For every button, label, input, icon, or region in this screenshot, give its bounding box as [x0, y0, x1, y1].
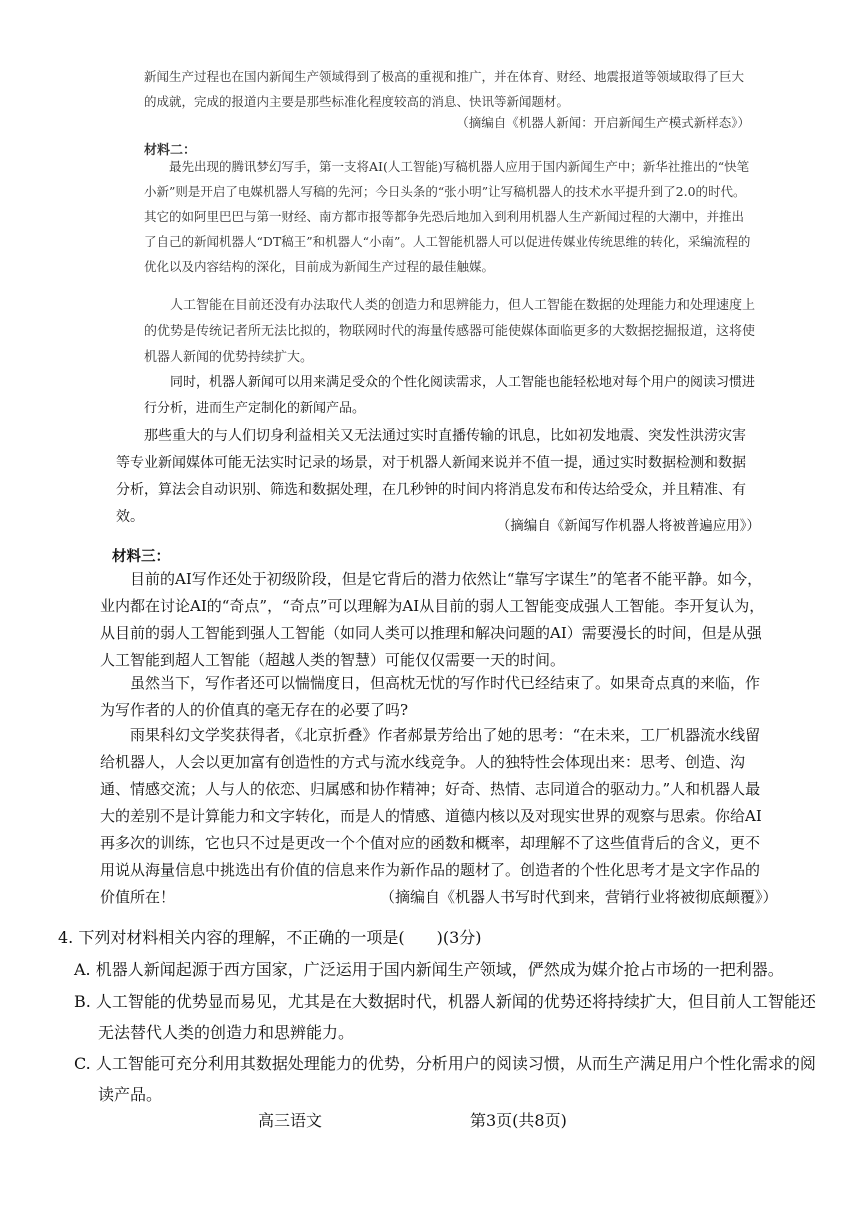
- footer-page-number: 第3页(共8页): [470, 1111, 567, 1130]
- material1-source: （摘编自《机器人新闻：开启新闻生产模式新样态》）: [456, 115, 750, 130]
- question-4-option-a: A. 机器人新闻起源于西方国家，广泛运用于国内新闻生产领域，俨然成为媒介抢占市场的一把利器。: [74, 960, 784, 979]
- material3-paragraph-2: 虽然当下，写作者还可以惴惴度日，但高枕无忧的写作时代已经结束了。如果奇点真的来临，作为写作者的人的价值真的毫无存在的必要了吗?: [100, 674, 761, 719]
- question-4-option-c: C. 人工智能可充分利用其数据处理能力的优势，分析用户的阅读习惯，从而生产满足用户个性化需求的阅读产品。: [74, 1054, 816, 1104]
- material3-title: 材料三：: [112, 548, 170, 565]
- material3-source: （摘编自《机器人书写时代到来，营销行业将被彻底颠覆》）: [380, 888, 778, 906]
- material2-paragraph-4: 那些重大的与人们切身利益相关又无法通过实时直播传输的讯息，比如初发地震、突发性洪涝灾害等专业新闻媒体可能无法实时记录的场景，对于机器人新闻来说并不值一提，通过实时数据检测和数据分析，算法会自动识别、筛选和数据处理，在几秒钟的时间内将消息发布和传达给受众，并且精准、有效。: [116, 428, 746, 525]
- question-4-option-b: B. 人工智能的优势显而易见，尤其是在大数据时代，机器人新闻的优势还将持续扩大，但目前人工智能还无法替代人类的创造力和思辨能力。: [74, 992, 816, 1042]
- material2-paragraph-2: 人工智能在目前还没有办法取代人类的创造力和思辨能力，但人工智能在数据的处理能力和处理速度上的优势是传统记者所无法比拟的，物联网时代的海量传感器可能使媒体面临更多的大数据挖掘报道，这将使机器人新闻的优势持续扩大。: [144, 298, 756, 365]
- material3-paragraph-1: 目前的AI写作还处于初级阶段，但是它背后的潜力依然让“靠写字谋生”的笔者不能平静。如今，业内都在讨论AI的“奇点”，“奇点”可以理解为AI从目前的弱人工智能变成强人工智能。李开复认为，从目前的弱人工智能到强人工智能（如同人类可以推理和解决问题的AI）需要漫长的时间，但是从强人工智能到超人工智能（超越人类的智慧）可能仅仅需要一天的时间。: [100, 570, 765, 669]
- question-4-stem: 4. 下列对材料相关内容的理解，不正确的一项是( )(3分): [58, 928, 482, 947]
- material1-paragraph-tail: 新闻生产过程也在国内新闻生产领域得到了极高的重视和推广，并在体育、财经、地震报道等领域取得了巨大的成就，完成的报道内主要是那些标准化程度较高的消息、快讯等新闻题材。: [144, 69, 745, 109]
- material2-title: 材料二：: [144, 143, 197, 158]
- material2-source: （摘编自《新闻写作机器人将被普遍应用》）: [496, 518, 760, 534]
- material2-paragraph-1: 最先出现的腾讯梦幻写手，第一支将AI(人工智能)写稿机器人应用于国内新闻生产中；新华社推出的“快笔小新”则是开启了电媒机器人写稿的先河；今日头条的“张小明”让写稿机器人的技术水平提升到了2.0的时代。其它的如阿里巴巴与第一财经、南方都市报等都争先恐后地加入到利用机器人生产新闻过程的大潮中，并推出了自己的新闻机器人“DT稿王”和机器人“小南”。人工智能机器人可以促进传媒业传统思维的转化，采编流程的优化以及内容结构的深化，目前成为新闻生产过程的最佳触媒。: [144, 159, 751, 274]
- material2-paragraph-3: 同时，机器人新闻可以用来满足受众的个性化阅读需求，人工智能也能轻松地对每个用户的阅读习惯进行分析，进而生产定制化的新闻产品。: [144, 375, 756, 416]
- footer-subject: 高三语文: [258, 1111, 323, 1130]
- material3-paragraph-3: 雨果科幻文学奖获得者，《北京折叠》作者郝景芳给出了她的思考：“在未来，工厂机器流水线留给机器人，人会以更加富有创造性的方式与流水线竞争。人的独特性会体现出来：思考、创造、沟通、情感交流；人与人的依恋、归属感和协作精神；好奇、热情、志同道合的驱动力。”人和机器人最大的差别不是计算能力和文字转化，而是人的情感、道德内核以及对现实世界的观察与思索。你给AI再多次的训练，它也只不过是更改一个个值对应的函数和概率，却理解不了这些值背后的含义，更不用说从海量信息中挑选出有价值的信息来作为新作品的题材了。创造者的个性化思考才是文字作品的价值所在！: [100, 726, 762, 906]
